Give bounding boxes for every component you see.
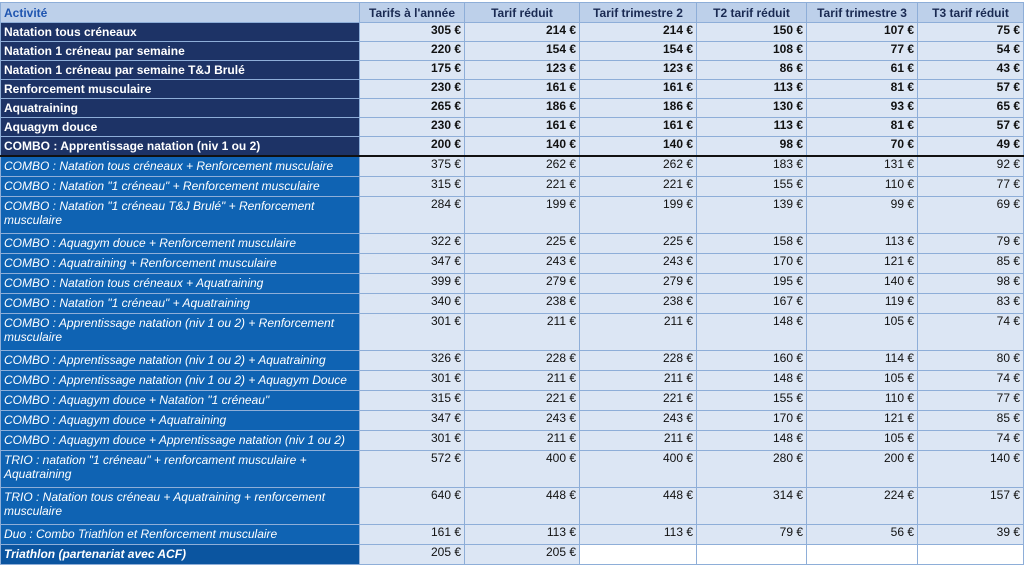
activity-label: TRIO : natation "1 créneau" + renforcament musculaire + Aquatraining: [1, 451, 360, 488]
price-cell: 81 €: [807, 80, 918, 99]
activity-label: COMBO : Apprentissage natation (niv 1 ou 2) + Renforcement musculaire: [1, 314, 360, 351]
price-cell: 228 €: [465, 351, 580, 371]
table-row: [1, 371, 1024, 391]
price-cell: 347 €: [360, 411, 465, 431]
price-cell: 161 €: [465, 80, 580, 99]
price-cell: 105 €: [807, 371, 918, 391]
price-cell: 200 €: [360, 137, 465, 157]
price-cell: 131 €: [807, 156, 918, 177]
price-cell: 79 €: [918, 234, 1024, 254]
price-cell: 205 €: [465, 545, 580, 565]
price-cell: 228 €: [580, 351, 697, 371]
price-cell: 148 €: [697, 431, 807, 451]
header-tarif-trimestre-3: Tarif trimestre 3: [807, 3, 918, 23]
price-cell: 69 €: [918, 197, 1024, 234]
price-cell: 221 €: [465, 177, 580, 197]
price-cell: 65 €: [918, 99, 1024, 118]
price-cell: 83 €: [918, 294, 1024, 314]
price-cell: 80 €: [918, 351, 1024, 371]
price-cell: 448 €: [465, 488, 580, 525]
price-cell: 399 €: [360, 274, 465, 294]
header-tarif-reduit: Tarif réduit: [465, 3, 580, 23]
price-cell: 211 €: [465, 431, 580, 451]
activity-label: COMBO : Aquagym douce + Natation "1 créneau": [1, 391, 360, 411]
price-cell: 205 €: [360, 545, 465, 565]
price-cell: 140 €: [580, 137, 697, 157]
price-cell: 92 €: [918, 156, 1024, 177]
table-row: [1, 391, 1024, 411]
price-cell: 347 €: [360, 254, 465, 274]
price-cell: 121 €: [807, 254, 918, 274]
price-cell: 220 €: [360, 42, 465, 61]
price-cell: 77 €: [918, 391, 1024, 411]
price-cell: 85 €: [918, 411, 1024, 431]
table-row: [1, 351, 1024, 371]
price-cell: 123 €: [465, 61, 580, 80]
price-cell: 221 €: [580, 391, 697, 411]
price-cell: 262 €: [465, 156, 580, 177]
table-row: [1, 274, 1024, 294]
price-cell: 314 €: [697, 488, 807, 525]
activity-label: COMBO : Natation "1 créneau T&J Brulé" + Renforcement musculaire: [1, 197, 360, 234]
price-cell: 160 €: [697, 351, 807, 371]
price-cell: 161 €: [360, 525, 465, 545]
price-cell: 400 €: [580, 451, 697, 488]
price-cell: 140 €: [465, 137, 580, 157]
price-cell: 75 €: [918, 23, 1024, 42]
price-cell: 195 €: [697, 274, 807, 294]
price-cell: 99 €: [807, 197, 918, 234]
price-cell: 199 €: [580, 197, 697, 234]
activity-label: COMBO : Aquagym douce + Apprentissage natation (niv 1 ou 2): [1, 431, 360, 451]
price-cell: 57 €: [918, 118, 1024, 137]
table-row: [1, 61, 1024, 80]
header-row: [1, 3, 1024, 23]
header-t3-tarif-reduit: T3 tarif réduit: [918, 3, 1024, 23]
price-cell: 155 €: [697, 391, 807, 411]
price-cell: 113 €: [807, 234, 918, 254]
activity-label: COMBO : Apprentissage natation (niv 1 ou 2) + Aquagym Douce: [1, 371, 360, 391]
activity-label: Aquagym douce: [1, 118, 360, 137]
empty-cell: [918, 545, 1024, 565]
price-cell: 243 €: [580, 254, 697, 274]
table-row: [1, 488, 1024, 525]
price-cell: 186 €: [465, 99, 580, 118]
price-cell: 74 €: [918, 314, 1024, 351]
table-row: [1, 197, 1024, 234]
price-cell: 265 €: [360, 99, 465, 118]
price-cell: 43 €: [918, 61, 1024, 80]
price-cell: 140 €: [807, 274, 918, 294]
table-row: [1, 118, 1024, 137]
price-cell: 322 €: [360, 234, 465, 254]
price-cell: 640 €: [360, 488, 465, 525]
price-cell: 315 €: [360, 177, 465, 197]
price-cell: 167 €: [697, 294, 807, 314]
table-row: [1, 294, 1024, 314]
activity-label: COMBO : Natation tous créneaux + Aquatraining: [1, 274, 360, 294]
price-cell: 238 €: [580, 294, 697, 314]
price-cell: 161 €: [580, 118, 697, 137]
activity-label: Triathlon (partenariat avec ACF): [1, 545, 360, 565]
activity-label: COMBO : Aquatraining + Renforcement musculaire: [1, 254, 360, 274]
activity-label: Renforcement musculaire: [1, 80, 360, 99]
price-cell: 243 €: [465, 411, 580, 431]
price-cell: 224 €: [807, 488, 918, 525]
table-row: [1, 314, 1024, 351]
price-cell: 170 €: [697, 411, 807, 431]
price-cell: 175 €: [360, 61, 465, 80]
price-cell: 161 €: [465, 118, 580, 137]
price-cell: 211 €: [580, 371, 697, 391]
price-cell: 123 €: [580, 61, 697, 80]
header-tarifs-annee: Tarifs à l'année: [360, 3, 465, 23]
price-cell: 279 €: [465, 274, 580, 294]
table-row: [1, 254, 1024, 274]
price-cell: 113 €: [697, 118, 807, 137]
price-cell: 221 €: [580, 177, 697, 197]
price-cell: 211 €: [465, 371, 580, 391]
activity-label: COMBO : Apprentissage natation (niv 1 ou 2) + Aquatraining: [1, 351, 360, 371]
price-cell: 315 €: [360, 391, 465, 411]
price-cell: 98 €: [918, 274, 1024, 294]
price-cell: 214 €: [465, 23, 580, 42]
price-cell: 110 €: [807, 391, 918, 411]
price-cell: 155 €: [697, 177, 807, 197]
price-cell: 77 €: [807, 42, 918, 61]
price-cell: 326 €: [360, 351, 465, 371]
price-cell: 157 €: [918, 488, 1024, 525]
table-row: [1, 23, 1024, 42]
price-cell: 170 €: [697, 254, 807, 274]
price-cell: 340 €: [360, 294, 465, 314]
table-row: [1, 431, 1024, 451]
price-cell: 74 €: [918, 371, 1024, 391]
price-cell: 211 €: [580, 431, 697, 451]
price-cell: 279 €: [580, 274, 697, 294]
activity-label: TRIO : Natation tous créneau + Aquatraining + renforcement musculaire: [1, 488, 360, 525]
price-cell: 400 €: [465, 451, 580, 488]
empty-cell: [697, 545, 807, 565]
price-cell: 148 €: [697, 371, 807, 391]
table-row: [1, 137, 1024, 157]
price-cell: 108 €: [697, 42, 807, 61]
price-cell: 57 €: [918, 80, 1024, 99]
price-cell: 301 €: [360, 431, 465, 451]
price-cell: 61 €: [807, 61, 918, 80]
empty-cell: [580, 545, 697, 565]
price-cell: 81 €: [807, 118, 918, 137]
price-cell: 79 €: [697, 525, 807, 545]
price-cell: 98 €: [697, 137, 807, 157]
price-cell: 77 €: [918, 177, 1024, 197]
price-cell: 211 €: [580, 314, 697, 351]
activity-label: COMBO : Natation "1 créneau" + Aquatraining: [1, 294, 360, 314]
price-cell: 113 €: [465, 525, 580, 545]
price-cell: 214 €: [580, 23, 697, 42]
price-cell: 305 €: [360, 23, 465, 42]
price-cell: 49 €: [918, 137, 1024, 157]
price-cell: 301 €: [360, 371, 465, 391]
price-cell: 107 €: [807, 23, 918, 42]
price-cell: 113 €: [580, 525, 697, 545]
price-cell: 230 €: [360, 80, 465, 99]
table-row: [1, 411, 1024, 431]
activity-label: Aquatraining: [1, 99, 360, 118]
price-cell: 86 €: [697, 61, 807, 80]
activity-label: COMBO : Apprentissage natation (niv 1 ou 2): [1, 137, 360, 157]
price-cell: 154 €: [465, 42, 580, 61]
price-cell: 199 €: [465, 197, 580, 234]
price-cell: 221 €: [465, 391, 580, 411]
header-activite: Activité: [1, 3, 360, 23]
price-cell: 183 €: [697, 156, 807, 177]
price-cell: 243 €: [465, 254, 580, 274]
price-cell: 85 €: [918, 254, 1024, 274]
price-cell: 121 €: [807, 411, 918, 431]
table-row: [1, 545, 1024, 565]
price-cell: 140 €: [918, 451, 1024, 488]
table-row: [1, 99, 1024, 118]
price-cell: 225 €: [580, 234, 697, 254]
price-cell: 56 €: [807, 525, 918, 545]
activity-label: COMBO : Natation "1 créneau" + Renforcement musculaire: [1, 177, 360, 197]
price-cell: 284 €: [360, 197, 465, 234]
price-cell: 243 €: [580, 411, 697, 431]
price-cell: 280 €: [697, 451, 807, 488]
price-cell: 225 €: [465, 234, 580, 254]
table-row: [1, 156, 1024, 177]
header-t2-tarif-reduit: T2 tarif réduit: [697, 3, 807, 23]
price-cell: 238 €: [465, 294, 580, 314]
activity-label: COMBO : Aquagym douce + Aquatraining: [1, 411, 360, 431]
price-cell: 74 €: [918, 431, 1024, 451]
activity-label: COMBO : Natation tous créneaux + Renforcement musculaire: [1, 156, 360, 177]
price-cell: 154 €: [580, 42, 697, 61]
price-cell: 448 €: [580, 488, 697, 525]
price-cell: 161 €: [580, 80, 697, 99]
price-cell: 70 €: [807, 137, 918, 157]
table-row: [1, 177, 1024, 197]
header-tarif-trimestre-2: Tarif trimestre 2: [580, 3, 697, 23]
price-cell: 139 €: [697, 197, 807, 234]
activity-label: Natation 1 créneau par semaine T&J Brulé: [1, 61, 360, 80]
price-cell: 200 €: [807, 451, 918, 488]
price-cell: 114 €: [807, 351, 918, 371]
price-cell: 119 €: [807, 294, 918, 314]
price-cell: 113 €: [697, 80, 807, 99]
table-row: [1, 80, 1024, 99]
pricing-table: [0, 2, 1024, 565]
price-cell: 148 €: [697, 314, 807, 351]
price-cell: 211 €: [465, 314, 580, 351]
empty-cell: [807, 545, 918, 565]
price-cell: 301 €: [360, 314, 465, 351]
price-cell: 572 €: [360, 451, 465, 488]
table-row: [1, 42, 1024, 61]
price-cell: 105 €: [807, 314, 918, 351]
activity-label: COMBO : Aquagym douce + Renforcement musculaire: [1, 234, 360, 254]
price-cell: 262 €: [580, 156, 697, 177]
price-cell: 186 €: [580, 99, 697, 118]
price-cell: 150 €: [697, 23, 807, 42]
activity-label: Natation 1 créneau par semaine: [1, 42, 360, 61]
price-cell: 54 €: [918, 42, 1024, 61]
price-cell: 93 €: [807, 99, 918, 118]
price-cell: 230 €: [360, 118, 465, 137]
price-cell: 105 €: [807, 431, 918, 451]
table-row: [1, 234, 1024, 254]
activity-label: Natation tous créneaux: [1, 23, 360, 42]
price-cell: 375 €: [360, 156, 465, 177]
table-row: [1, 451, 1024, 488]
price-cell: 110 €: [807, 177, 918, 197]
table-row: [1, 525, 1024, 545]
price-cell: 130 €: [697, 99, 807, 118]
price-cell: 158 €: [697, 234, 807, 254]
price-cell: 39 €: [918, 525, 1024, 545]
activity-label: Duo : Combo Triathlon et Renforcement musculaire: [1, 525, 360, 545]
